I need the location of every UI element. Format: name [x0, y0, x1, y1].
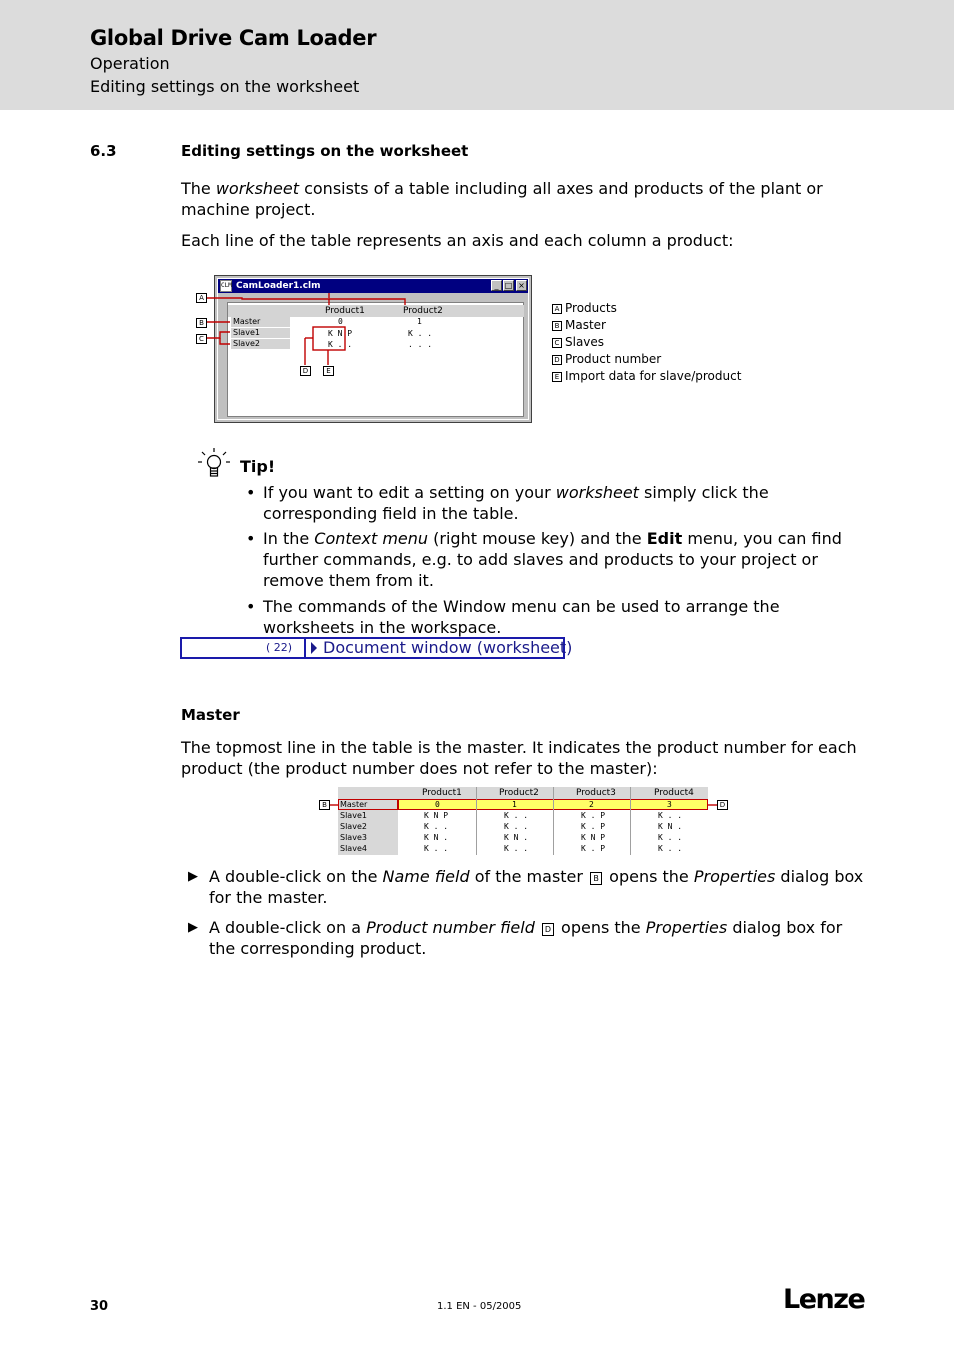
tip-bullet-3: The commands of the Window menu can be used to arrange the worksheets in the workspace.: [263, 597, 780, 637]
import-cell[interactable]: K . P: [581, 822, 606, 831]
figure-legend: [552, 300, 741, 385]
product-number-field[interactable]: 0: [338, 317, 343, 326]
minimize-button[interactable]: _: [491, 280, 502, 291]
import-cell[interactable]: K N .: [658, 822, 683, 831]
product-number-field[interactable]: 1: [512, 800, 517, 809]
close-button[interactable]: ×: [516, 280, 527, 291]
worksheet-client-area: [227, 302, 524, 417]
lightbulb-icon: [196, 446, 232, 482]
column-header-row: [228, 305, 524, 317]
window-titlebar: [218, 279, 528, 293]
import-cell[interactable]: K . .: [328, 340, 353, 349]
column-header[interactable]: Product1: [325, 306, 365, 316]
arrow-right-icon: [311, 642, 317, 654]
row-name-slave[interactable]: Slave3: [340, 833, 367, 842]
tip-bullet-2: In the Context menu (right mouse key) and the Edit menu, you can find further commands, e.g. to add slaves and products to your project or remove them from it.: [263, 529, 842, 590]
import-cell[interactable]: K N .: [424, 833, 449, 842]
import-cell[interactable]: K . .: [504, 822, 529, 831]
page-reference[interactable]: ( 22): [266, 641, 293, 654]
row-name-master[interactable]: Master: [340, 800, 368, 809]
column-header[interactable]: Product1: [422, 788, 462, 798]
row-name-master[interactable]: Master: [231, 317, 290, 327]
triangle-bullet-icon: ▶: [188, 920, 198, 935]
figure-label-e: E: [323, 366, 334, 376]
import-cell[interactable]: K . .: [408, 329, 433, 338]
import-cell[interactable]: K . .: [658, 844, 683, 853]
import-cell[interactable]: K . .: [658, 811, 683, 820]
product-number-field[interactable]: 1: [417, 317, 422, 326]
link-document-window[interactable]: Document window (worksheet): [323, 638, 573, 657]
figure-label-b: B: [196, 318, 207, 328]
row-name-slave2[interactable]: Slave2: [231, 339, 290, 349]
chapter-title: Operation: [90, 54, 170, 73]
import-cell[interactable]: K N P: [581, 833, 606, 842]
column-header[interactable]: Product2: [403, 306, 443, 316]
import-cell[interactable]: K . .: [424, 822, 449, 831]
window-title: CamLoader1.clm: [236, 281, 321, 291]
column-header[interactable]: Product3: [576, 788, 616, 798]
figure-label-c: C: [196, 334, 207, 344]
document-title: Global Drive Cam Loader: [90, 26, 377, 50]
instruction-1: A double-click on the Name field of the master B opens the Properties dialog box for the master.: [209, 867, 864, 907]
figure-label-a: A: [196, 293, 207, 303]
legend-item: A Products: [552, 300, 741, 317]
master-table-figure: [338, 787, 708, 855]
product-number-field[interactable]: 0: [435, 800, 440, 809]
section-title: Editing settings on the worksheet: [181, 142, 469, 160]
column-header[interactable]: Product2: [499, 788, 539, 798]
import-cell[interactable]: K N P: [328, 329, 353, 338]
legend-item: B Master: [552, 317, 741, 334]
triangle-bullet-icon: ▶: [188, 869, 198, 884]
row-name-slave[interactable]: Slave1: [340, 811, 367, 820]
lenze-logo: Lenze: [783, 1284, 865, 1315]
import-cell[interactable]: K . .: [424, 844, 449, 853]
import-cell[interactable]: K . .: [504, 844, 529, 853]
import-cell[interactable]: K . .: [658, 833, 683, 842]
figure-label-b: B: [319, 800, 330, 810]
tip-title: Tip!: [240, 457, 276, 476]
legend-item: D Product number: [552, 351, 741, 368]
maximize-button[interactable]: □: [504, 281, 513, 290]
row-name-slave1[interactable]: Slave1: [231, 328, 290, 338]
row-name-slave[interactable]: Slave2: [340, 822, 367, 831]
import-cell[interactable]: K . P: [581, 811, 606, 820]
intro-paragraph-2: Each line of the table represents an axis and each column a product:: [181, 231, 734, 250]
app-icon: CLM: [220, 280, 232, 292]
import-cell[interactable]: K . P: [581, 844, 606, 853]
import-cell[interactable]: K N P: [424, 811, 449, 820]
tip-bullet-1: If you want to edit a setting on your worksheet simply click the corresponding field in the table.: [263, 483, 769, 523]
figure-label-d: D: [300, 366, 311, 376]
row-name-slave[interactable]: Slave4: [340, 844, 367, 853]
product-number-field[interactable]: 2: [589, 800, 594, 809]
edition-info: 1.1 EN - 05/2005: [437, 1301, 522, 1312]
import-cell[interactable]: . . .: [408, 340, 433, 349]
section-subtitle: Editing settings on the worksheet: [90, 77, 360, 96]
import-cell[interactable]: K . .: [504, 811, 529, 820]
column-header[interactable]: Product4: [654, 788, 694, 798]
worksheet-window-figure: [214, 275, 532, 423]
master-paragraph: The topmost line in the table is the master. It indicates the product number for each product (the product number does not refer to the master):: [181, 738, 857, 778]
import-cell[interactable]: K N .: [504, 833, 529, 842]
product-number-field[interactable]: 3: [667, 800, 672, 809]
intro-paragraph-1: The worksheet consists of a table including all axes and products of the plant or machine project.: [181, 179, 823, 219]
page-number: 30: [90, 1299, 109, 1314]
instruction-2: A double-click on a Product number field D opens the Properties dialog box for the corresponding product.: [209, 918, 843, 958]
subsection-heading: Master: [181, 706, 240, 724]
section-number: 6.3: [90, 142, 117, 160]
figure-label-d: D: [717, 800, 728, 810]
legend-item: C Slaves: [552, 334, 741, 351]
legend-item: E Import data for slave/product: [552, 368, 741, 385]
